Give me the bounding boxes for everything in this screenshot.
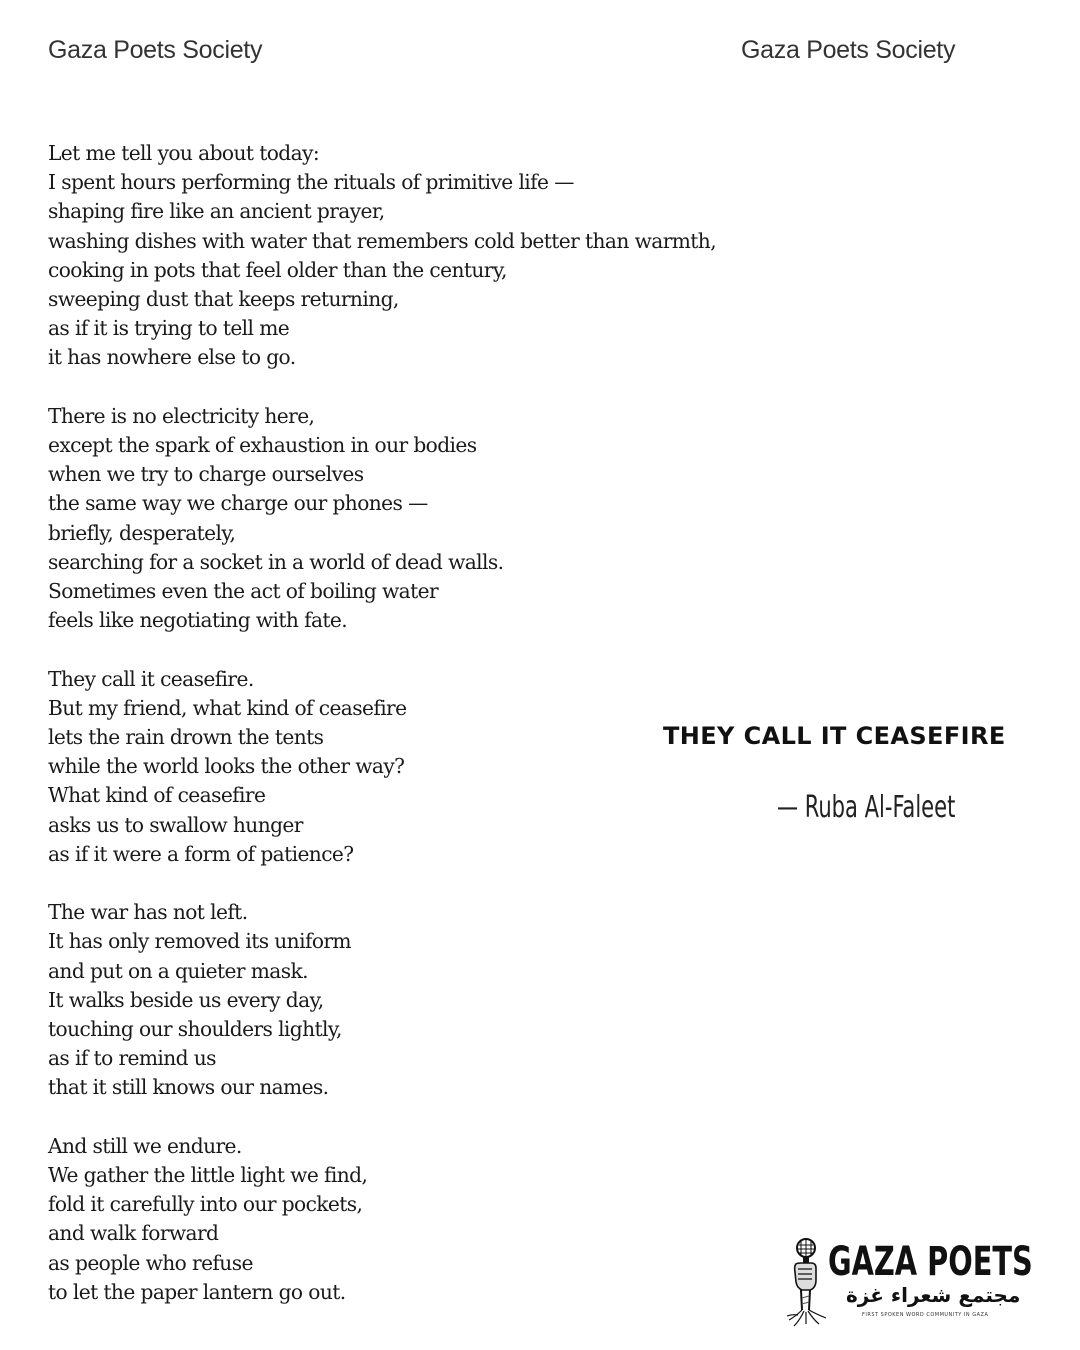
poem-line: fold it carefully into our pockets, (48, 1192, 363, 1217)
poem-line: We gather the little light we find, (48, 1163, 368, 1188)
poem-line: and walk forward (48, 1221, 219, 1246)
poem-line: that it still knows our names. (48, 1075, 329, 1100)
poem-line: washing dishes with water that remembers cold better than warmth, (48, 228, 717, 253)
poem-line: as if it were a form of patience? (48, 841, 354, 866)
poem-line: as people who refuse (48, 1250, 253, 1275)
poem-line: But my friend, what kind of ceasefire (48, 695, 407, 720)
stanza-5 (48, 1132, 788, 1307)
poem-line: Let me tell you about today: (48, 141, 320, 165)
poem-author: — Ruba Al-Faleet (777, 790, 956, 825)
poem-line: the same way we charge our phones — (48, 491, 428, 516)
poem-line: except the spark of exhaustion in our bodies (48, 433, 477, 458)
poem-line: as if it is trying to tell me (48, 316, 290, 341)
poem-line: to let the paper lantern go out. (48, 1279, 346, 1304)
poem-line: and put on a quieter mask. (48, 958, 308, 983)
poem-line: while the world looks the other way? (48, 754, 405, 779)
header-society-left: Gaza Poets Society (48, 36, 263, 64)
poem-line: touching our shoulders lightly, (48, 1017, 342, 1042)
microphone-hand-icon (786, 1236, 830, 1328)
poem-line: it has nowhere else to go. (48, 345, 296, 370)
poem-line: cooking in pots that feel older than the century, (48, 257, 507, 282)
poem-line: There is no electricity here, (48, 403, 315, 428)
stanza-3 (48, 665, 788, 869)
stanza-4 (48, 898, 788, 1102)
logo-arabic-text: مجتمع شعراء غزة (846, 1283, 1021, 1307)
poem-line: briefly, desperately, (48, 520, 236, 545)
gaza-poets-logo (786, 1236, 1033, 1328)
poem-line: feels like negotiating with fate. (48, 608, 348, 633)
logo-wordmark: GAZA POETS (828, 1239, 1033, 1285)
poem-line: asks us to swallow hunger (48, 812, 303, 837)
poem-line: They call it ceasefire. (48, 666, 254, 691)
header-society-right: Gaza Poets Society (741, 36, 956, 64)
poem-line: The war has not left. (48, 900, 248, 925)
stanza-2 (48, 402, 788, 636)
poem-line: as if to remind us (48, 1046, 216, 1071)
logo-tagline: FIRST SPOKEN WORD COMMUNITY IN GAZA (862, 1312, 989, 1318)
poem-line: And still we endure. (48, 1133, 242, 1158)
poem-title: THEY CALL IT CEASEFIRE (663, 722, 1006, 750)
poem-line: shaping fire like an ancient prayer, (48, 199, 385, 224)
poem-line: What kind of ceasefire (48, 783, 266, 808)
poem-line: searching for a socket in a world of dead walls. (48, 549, 504, 574)
poem-line: Sometimes even the act of boiling water (48, 579, 439, 604)
poem-line: lets the rain drown the tents (48, 725, 324, 750)
poem-line: It walks beside us every day, (48, 987, 324, 1012)
poem-line: sweeping dust that keeps returning, (48, 287, 399, 312)
stanza-1 (48, 139, 788, 373)
poem-line: when we try to charge ourselves (48, 462, 364, 487)
poem-line: It has only removed its uniform (48, 929, 351, 954)
poem-line: I spent hours performing the rituals of primitive life — (48, 170, 574, 195)
